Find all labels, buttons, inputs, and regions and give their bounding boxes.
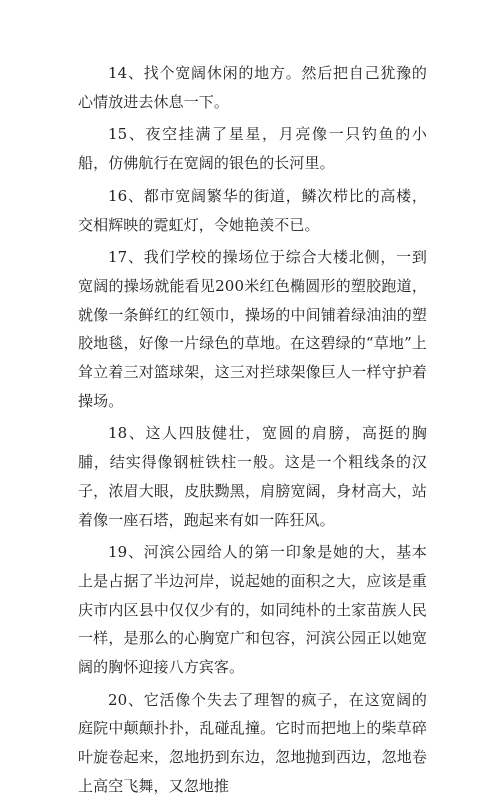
document-body <box>78 59 427 805</box>
paragraph-20: 20、它活像个失去了理智的疯子，在这宽阔的庭院中颠颠扑扑，乱碰乱撞。它时而把地上的柴草碎叶旋卷起来，忽地扔到东边，忽地抛到西边，忽地卷上高空飞舞，又忽地推 <box>78 690 427 795</box>
paragraph-14: 14、找个宽阔休闲的地方。然后把自己犹豫的心情放进去休息一下。 <box>78 64 427 111</box>
paragraph-17: 17、我们学校的操场位于综合大楼北侧，一到宽阔的操场就能看见200米红色椭圆形的塑胶跑道，就像一条鲜红的红领巾，操场的中间铺着绿油油的塑胶地毯，好像一片绿色的草地。在这碧绿的“草地”上耸立着三对篮球架，这三对拦球架像巨人一样守护着操场。 <box>78 248 427 410</box>
paragraph-15: 15、夜空挂满了星星，月亮像一只钓鱼的小船，仿佛航行在宽阔的银色的长河里。 <box>78 125 427 173</box>
paragraph-18: 18、这人四肢健壮，宽圆的肩膀，高挺的胸脯，结实得像钢桩铁柱一般。这是一个粗线条的汉子，浓眉大眼，皮肤黝黑，肩膀宽阔，身材高大，站着像一座石塔，跑起来有如一阵狂风。 <box>78 424 427 529</box>
paragraph-16: 16、都市宽阔繁华的街道，鳞次栉比的高楼，交相辉映的霓虹灯，令她艳羡不已。 <box>78 186 427 234</box>
paragraph-19: 19、河滨公园给人的第一印象是她的大，基本上是占据了半边河岸，说起她的面积之大，应该是重庆市内区县中仅仅少有的，如同纯朴的土家苗族人民一样，是那么的心胸宽广和包容，河滨公园正以她宽阔的胸怀迎接八方宾客。 <box>78 543 427 677</box>
